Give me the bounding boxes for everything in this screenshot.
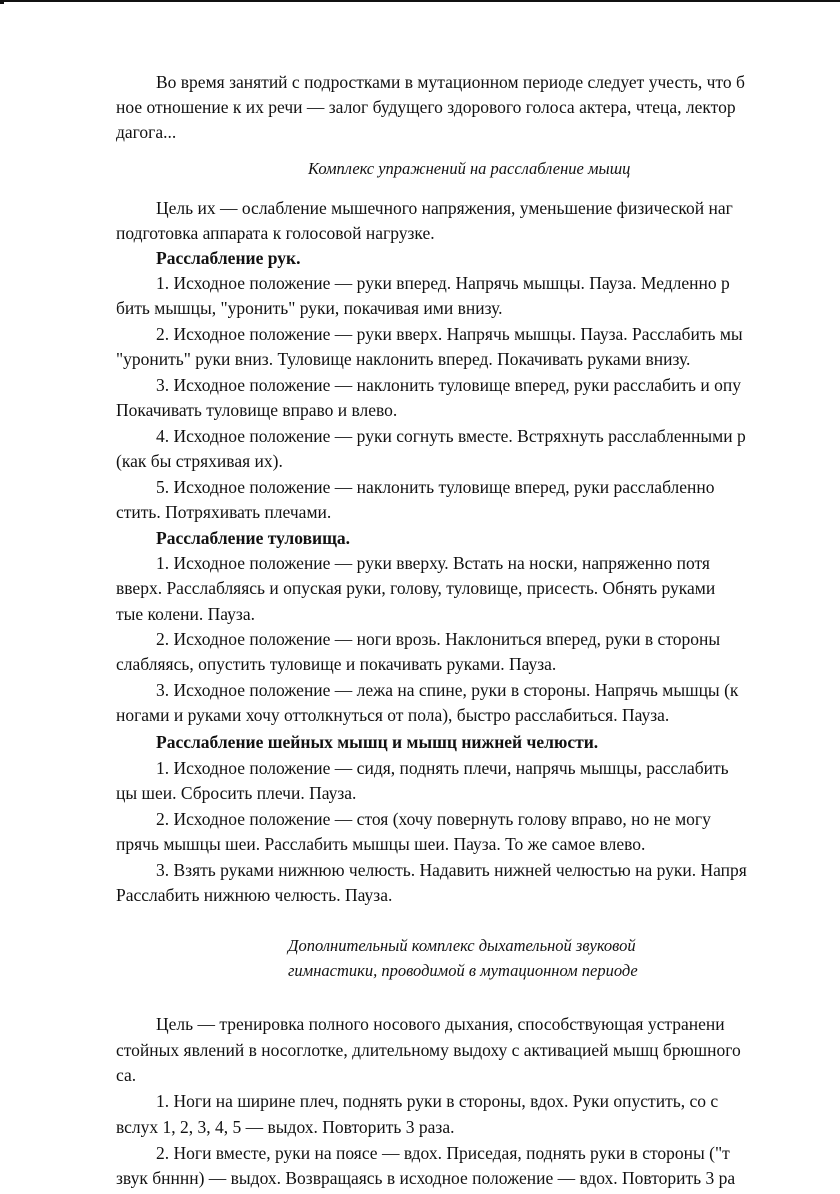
text-line: 1. Исходное положение — руки вверху. Встать на носки, напряженно потя [156, 553, 710, 573]
text-line: звук бнннн) — выдох. Возвращаясь в исходное положение — вдох. Повторить 3 ра [116, 1168, 736, 1188]
text-line: ное отношение к их речи — залог будущего здорового голоса актера, чтеца, лектор [116, 97, 736, 117]
text-line: 5. Исходное положение — наклонить туловище вперед, руки расслабленно [156, 477, 715, 497]
text-line: 3. Исходное положение — лежа на спине, руки в стороны. Напрячь мышцы (к [156, 680, 739, 700]
text-line: 1. Исходное положение — руки вперед. Напрячь мышцы. Пауза. Медленно р [156, 273, 730, 293]
text-line: Во время занятий с подростками в мутационном периоде следует учесть, что б [156, 72, 745, 92]
text-line: Цель — тренировка полного носового дыхания, способствующая устранени [156, 1014, 725, 1034]
text-line: Цель их — ослабление мышечного напряжения, уменьшение физической наг [156, 198, 733, 218]
text-line: 3. Взять руками нижнюю челюсть. Надавить нижней челюстью на руки. Напря [156, 860, 747, 880]
text-line: 2. Ноги вместе, руки на поясе — вдох. Приседая, поднять руки в стороны ("т [156, 1143, 730, 1163]
text-line: 2. Исходное положение — стоя (хочу повернуть голову вправо, но не могу [156, 809, 711, 829]
text-line: дагога... [116, 122, 177, 142]
text-line: слабляясь, опустить туловище и покачивать руками. Пауза. [116, 654, 557, 674]
text-line: вверх. Расслабляясь и опуская руки, голову, туловище, присесть. Обнять руками [116, 578, 716, 598]
text-line: 1. Исходное положение — сидя, поднять плечи, напрячь мышцы, расслабить [156, 758, 729, 778]
text-line: прячь мышцы шеи. Расслабить мышцы шеи. Пауза. То же самое влево. [116, 834, 646, 854]
text-line: са. [116, 1065, 137, 1085]
text-line: 4. Исходное положение — руки согнуть вместе. Встряхнуть расслабленными р [156, 426, 746, 446]
text-line: цы шеи. Сбросить плечи. Пауза. [116, 783, 357, 803]
text-line: бить мышцы, "уронить" руки, покачивая ими внизу. [116, 298, 503, 318]
text-line: "уронить" руки вниз. Туловище наклонить вперед. Покачивать руками внизу. [116, 349, 691, 369]
text-line: стойных явлений в носоглотке, длительному выдоху с активацией мышц брюшного [116, 1040, 741, 1060]
section-heading: Комплекс упражнений на расслабление мышц [308, 159, 631, 178]
text-line: 3. Исходное положение — наклонить туловище вперед, руки расслабить и опу [156, 375, 741, 395]
text-line: Покачивать туловище вправо и влево. [116, 400, 398, 420]
text-line: 2. Исходное положение — ноги врозь. Наклониться вперед, руки в стороны [156, 629, 721, 649]
subsection-heading: Расслабление шейных мышц и мышц нижней челюсти. [156, 732, 599, 752]
text-line: стить. Потряхивать плечами. [116, 502, 332, 522]
corner-mark [0, 0, 4, 4]
text-line: вслух 1, 2, 3, 4, 5 — выдох. Повторить 3 раза. [116, 1117, 455, 1137]
document-page [116, 0, 840, 1194]
text-line: Расслабить нижнюю челюсть. Пауза. [116, 885, 393, 905]
text-line: 2. Исходное положение — руки вверх. Напрячь мышцы. Пауза. Расслабить мы [156, 324, 743, 344]
subsection-heading: Расслабление рук. [156, 248, 301, 268]
text-line: (как бы стряхивая их). [116, 451, 283, 471]
subsection-heading: Расслабление туловища. [156, 528, 350, 548]
section-heading: Дополнительный комплекс дыхательной звуковой [288, 936, 636, 955]
text-line: подготовка аппарата к голосовой нагрузке. [116, 223, 435, 243]
text-line: ногами и руками хочу оттолкнуться от пола), быстро расслабиться. Пауза. [116, 705, 670, 725]
section-heading: гимнастики, проводимой в мутационном периоде [288, 961, 638, 980]
text-line: тые колени. Пауза. [116, 604, 255, 624]
text-line: 1. Ноги на ширине плеч, поднять руки в стороны, вдох. Руки опустить, со с [156, 1091, 719, 1111]
